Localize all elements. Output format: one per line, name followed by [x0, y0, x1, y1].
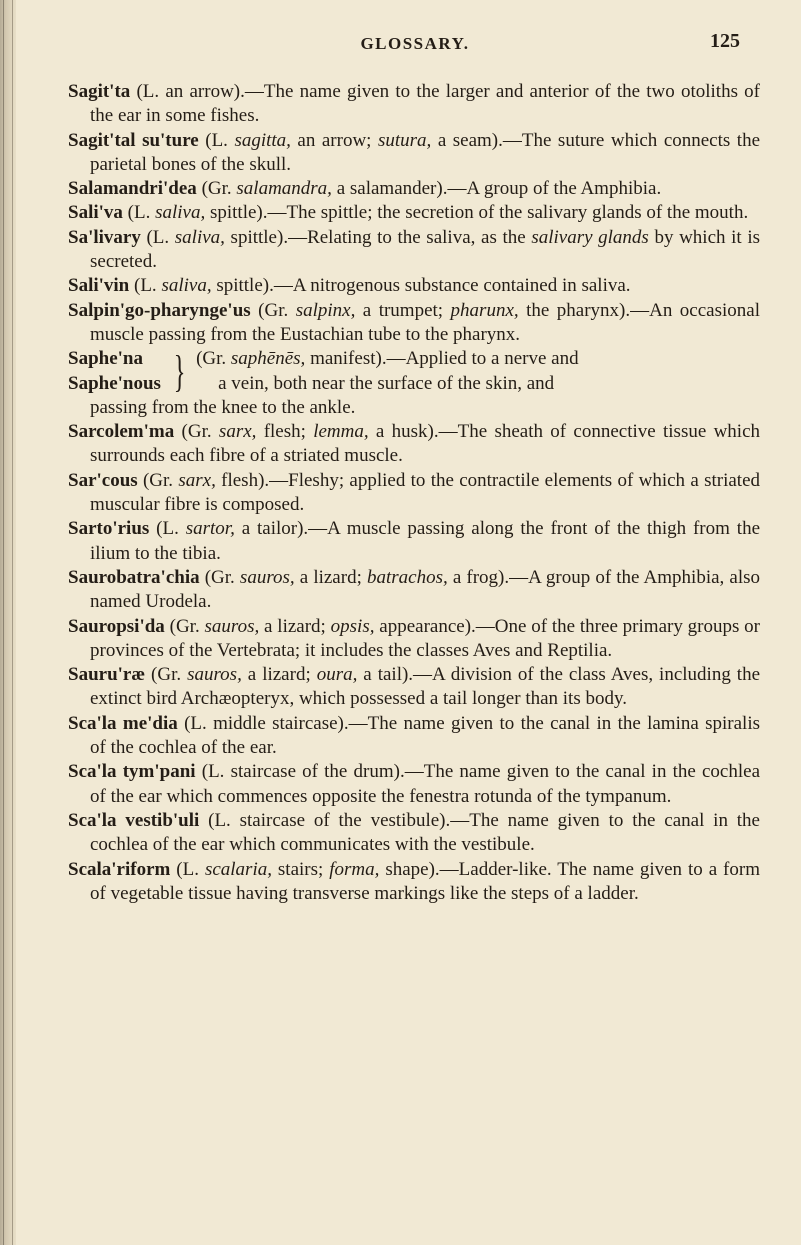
definition-part: (L.	[149, 518, 186, 540]
glossary-entry	[68, 201, 760, 225]
page-gutter	[0, 0, 16, 1245]
definition-part: appearance).—One of the three primary groups or provinces of the Vertebrata; it includes the classes Aves and Reptilia.	[90, 615, 760, 661]
definition-part: a vein, both near the surface of the skin, and	[218, 372, 555, 394]
headword-group	[68, 347, 161, 396]
etymon: scalaria,	[204, 858, 272, 880]
definition-part: (Gr.	[174, 421, 219, 443]
etymon: salpinx,	[295, 299, 356, 321]
definition-part: a tail).—A division of the class Aves, including the extinct bird Archæopteryx, which possessed a tail longer than its body.	[90, 664, 760, 710]
glossary-entry	[68, 299, 760, 348]
etymon: oura,	[316, 664, 358, 686]
bracketed-headwords-row	[68, 347, 760, 396]
headword: Sauru'ræ	[68, 664, 146, 686]
etymon: sauros,	[204, 615, 260, 637]
glossary-entry	[68, 566, 760, 615]
definition-part: manifest).—Applied to a nerve and	[305, 348, 579, 370]
definition-part: a seam).—The suture which connects the parietal bones of the skull.	[90, 129, 761, 175]
headword: Sar'cous	[68, 469, 138, 491]
etymon: opsis,	[330, 615, 375, 637]
headword: Sagit'tal su'ture	[68, 129, 199, 151]
headword: Salpin'go-pharynge'us	[68, 299, 251, 321]
definition-part: a trumpet;	[355, 299, 451, 321]
glossary-entry	[68, 469, 760, 518]
definition	[196, 347, 760, 396]
definition-part: flesh).—Fleshy; applied to the contractile elements of which a striated muscular fibre is composed.	[90, 469, 760, 516]
etymon: saliva,	[161, 275, 212, 297]
glossary-entry	[68, 615, 760, 664]
definition-part: a salamander).—A group of the Amphibia.	[331, 178, 662, 200]
etymon: lemma,	[313, 421, 369, 443]
glossary-entry-bracketed	[68, 347, 760, 420]
definition-part: (Gr.	[196, 348, 231, 370]
glossary-entry	[68, 809, 760, 858]
headword: Sarto'rius	[68, 518, 150, 540]
headword: Sali'va	[68, 202, 123, 224]
headword: Sa'livary	[68, 226, 141, 248]
definition-part: (L.	[122, 202, 156, 224]
glossary-entry	[68, 858, 760, 907]
glossary-entry	[68, 712, 760, 761]
definition-part: (Gr.	[196, 178, 237, 200]
definition-part: (Gr.	[137, 469, 179, 491]
glossary-entry	[68, 663, 760, 712]
etymon: batrachos,	[366, 566, 448, 588]
glossary-entries	[68, 80, 760, 906]
definition-continuation: passing from the knee to the ankle.	[90, 396, 356, 418]
headword: Salamandri'dea	[68, 178, 197, 200]
definition-part: a husk).—The sheath of connective tissue which surrounds each fibre of a striated muscle.	[90, 421, 761, 467]
definition-part: spittle).—Relating to the saliva, as the	[224, 226, 532, 248]
definition-part: (L. middle staircase).—The name given to the canal in the lamina spiralis of the cochlea of the ear.	[90, 712, 760, 759]
definition-part: by which it is secreted.	[90, 226, 760, 273]
glossary-entry	[68, 274, 760, 298]
running-head: GLOSSARY.	[360, 34, 470, 53]
definition-part: (L. staircase of the vestibule).—The name given to the canal in the cochlea of the ear which communicates with the vestibule.	[90, 809, 760, 856]
definition-part: a tailor).—A muscle passing along the front of the thigh from the ilium to the tibia.	[90, 518, 760, 564]
definition-part: a lizard;	[294, 566, 367, 588]
definition: (L. an arrow).—The name given to the larger and anterior of the two otoliths of the ear in some fishes.	[90, 81, 760, 127]
glossary-entry	[68, 760, 760, 809]
etymon: forma,	[329, 858, 380, 880]
headword: Scala'riform	[68, 858, 171, 880]
headword: Saphe'na	[68, 348, 143, 370]
definition-part: stairs;	[271, 858, 330, 880]
headword: Saurobatra'chia	[68, 566, 200, 588]
definition-part: (L.	[198, 129, 235, 151]
definition-part: (Gr.	[250, 299, 296, 321]
definition-part: spittle).—A nitrogenous substance contained in saliva.	[211, 275, 631, 297]
binding-edge	[3, 0, 13, 1245]
definition-part: a lizard;	[241, 664, 317, 686]
definition-part: (L.	[129, 275, 162, 297]
headword: Sali'vin	[68, 275, 130, 297]
definition-part: (L.	[140, 226, 175, 248]
etymon: saliva,	[174, 226, 225, 248]
headword: Sca'la vestib'uli	[68, 809, 200, 831]
definition-part: shape).—Ladder-like. The name given to a form of vegetable tissue having transverse markings like the steps of a ladder.	[90, 858, 760, 904]
definition-part: a frog).—A group of the Amphibia, also named Urodela.	[90, 566, 761, 613]
definition-part: (L.	[170, 858, 205, 880]
italic-term: salivary glands	[531, 226, 649, 248]
etymon: sauros,	[187, 664, 242, 686]
definition-part: an arrow;	[290, 129, 378, 151]
definition-part: spittle).—The spittle; the secretion of the salivary glands of the mouth.	[205, 202, 749, 224]
glossary-entry	[68, 420, 760, 469]
glossary-entry	[68, 177, 760, 201]
etymon: sartor,	[185, 518, 235, 540]
etymon: sauros,	[239, 566, 295, 588]
etymon: salamandra,	[236, 178, 332, 200]
page-header	[70, 30, 760, 60]
definition-part: (Gr.	[199, 566, 240, 588]
glossary-entry	[68, 226, 760, 275]
headword: Sagit'ta	[68, 81, 131, 102]
definition-part: (L. staircase of the drum).—The name given to the canal in the cochlea of the ear which commences opposite the fenestra rotunda of the tympanum.	[90, 761, 761, 807]
etymon: saphēnēs,	[230, 348, 306, 370]
glossary-entry	[68, 80, 760, 129]
definition-part: (Gr.	[145, 664, 188, 686]
definition-part: flesh;	[256, 421, 314, 443]
etymon: saliva,	[155, 202, 206, 224]
headword: Saphe'nous	[68, 372, 161, 394]
definition-part: (Gr.	[164, 615, 205, 637]
etymon: sagitta,	[234, 129, 291, 151]
definition-part: the pharynx).—An occasional muscle passing from the Eustachian tube to the pharynx.	[90, 299, 760, 345]
headword: Sca'la me'dia	[68, 712, 178, 734]
etymon: sarx,	[178, 469, 216, 491]
page-number: 125	[710, 30, 740, 52]
definition-part: a lizard;	[259, 615, 331, 637]
etymon: sarx,	[218, 421, 257, 443]
glossary-entry	[68, 129, 760, 178]
brace-glyph: }	[173, 346, 186, 396]
headword: Sarcolem'ma	[68, 421, 175, 443]
glossary-entry	[68, 517, 760, 566]
headword: Sca'la tym'pani	[68, 761, 196, 783]
etymon: sutura,	[377, 129, 432, 151]
etymon: pharunx,	[450, 299, 519, 321]
headword: Sauropsi'da	[68, 615, 165, 637]
